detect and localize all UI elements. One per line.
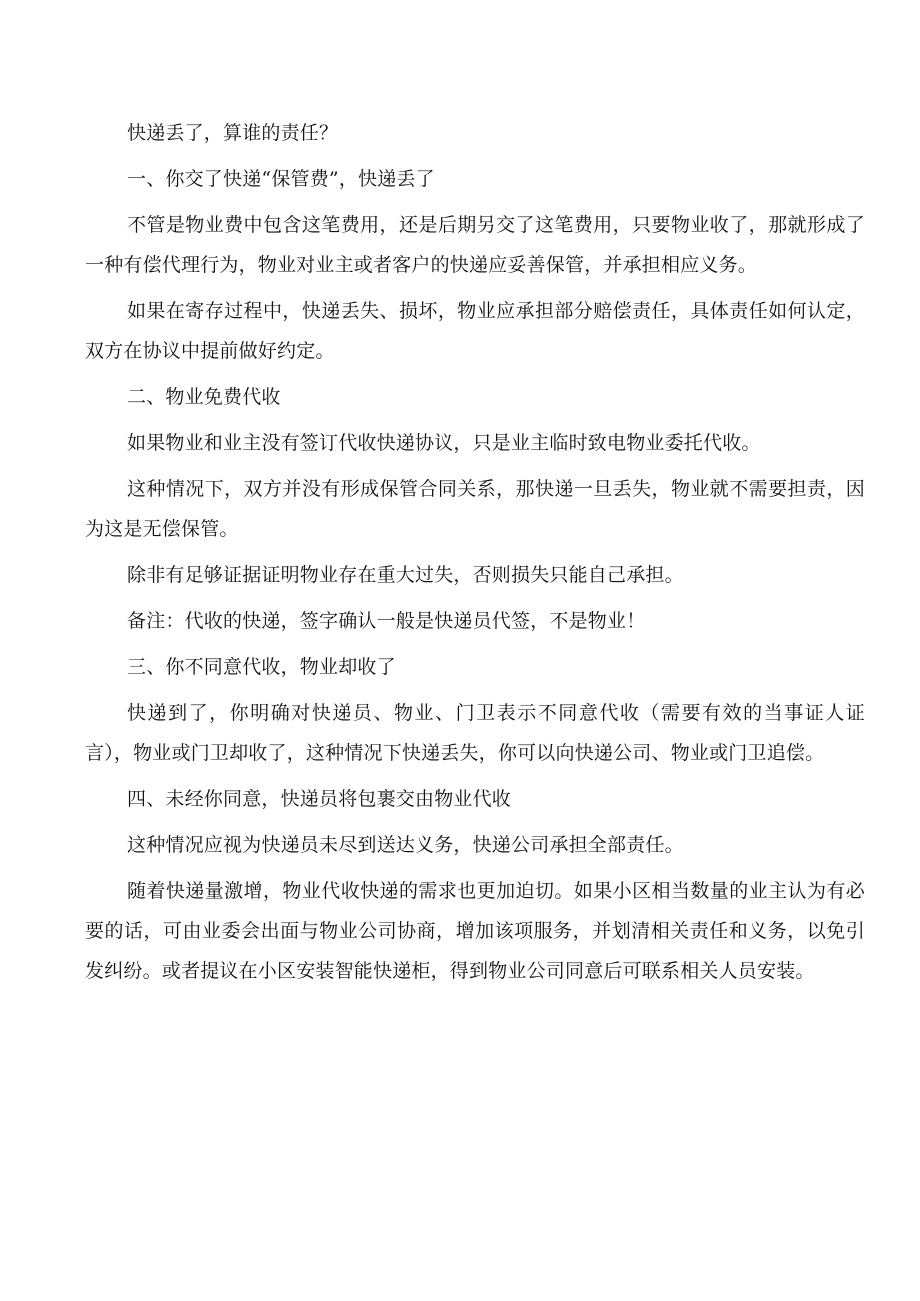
section-heading-3: 三、你不同意代收，物业却收了: [127, 656, 396, 678]
paragraph: 随着快递量激增，物业代收快递的需求也更加迫切。如果小区相当数量的业主认为有必要的话，可由业委会出面与物业公司协商，增加该项服务，并划清相关责任和义务，以免引发纠纷。或者提议在小区安装智能快递柜，得到物业公司同意后可联系相关人员安装。: [85, 880, 865, 982]
paragraph: 除非有足够证据证明物业存在重大过失，否则损失只能自己承担。: [127, 564, 684, 586]
paragraph: 快递到了，你明确对快递员、物业、门卫表示不同意代收（需要有效的当事证人证言），物业或门卫却收了，这种情况下快递丢失，你可以向快递公司、物业或门卫追偿。: [85, 702, 865, 764]
paragraph: 这种情况下，双方并没有形成保管合同关系，那快递一旦丢失，物业就不需要担责，因为这是无偿保管。: [85, 478, 865, 540]
note-paragraph: 备注：代收的快递，签字确认一般是快递员代签，不是物业！: [127, 610, 646, 632]
paragraph: 这种情况应视为快递员未尽到送达义务，快递公司承担全部责任。: [127, 834, 684, 856]
paragraph: 不管是物业费中包含这笔费用，还是后期另交了这笔费用，只要物业收了，那就形成了一种有偿代理行为，物业对业主或者客户的快递应妥善保管，并承担相应义务。: [85, 214, 865, 276]
document-body: [85, 113, 865, 997]
document-title: 快递丢了，算谁的责任？: [127, 122, 339, 144]
paragraph: 如果在寄存过程中，快递丢失、损坏，物业应承担部分赔偿责任，具体责任如何认定，双方在协议中提前做好约定。: [85, 300, 865, 362]
section-heading-2: 二、物业免费代收: [127, 386, 281, 408]
paragraph: 如果物业和业主没有签订代收快递协议，只是业主临时致电物业委托代收。: [127, 432, 761, 454]
section-heading-1: 一、你交了快递“保管费”，快递丢了: [127, 168, 435, 190]
section-heading-4: 四、未经你同意，快递员将包裹交由物业代收: [127, 788, 512, 810]
